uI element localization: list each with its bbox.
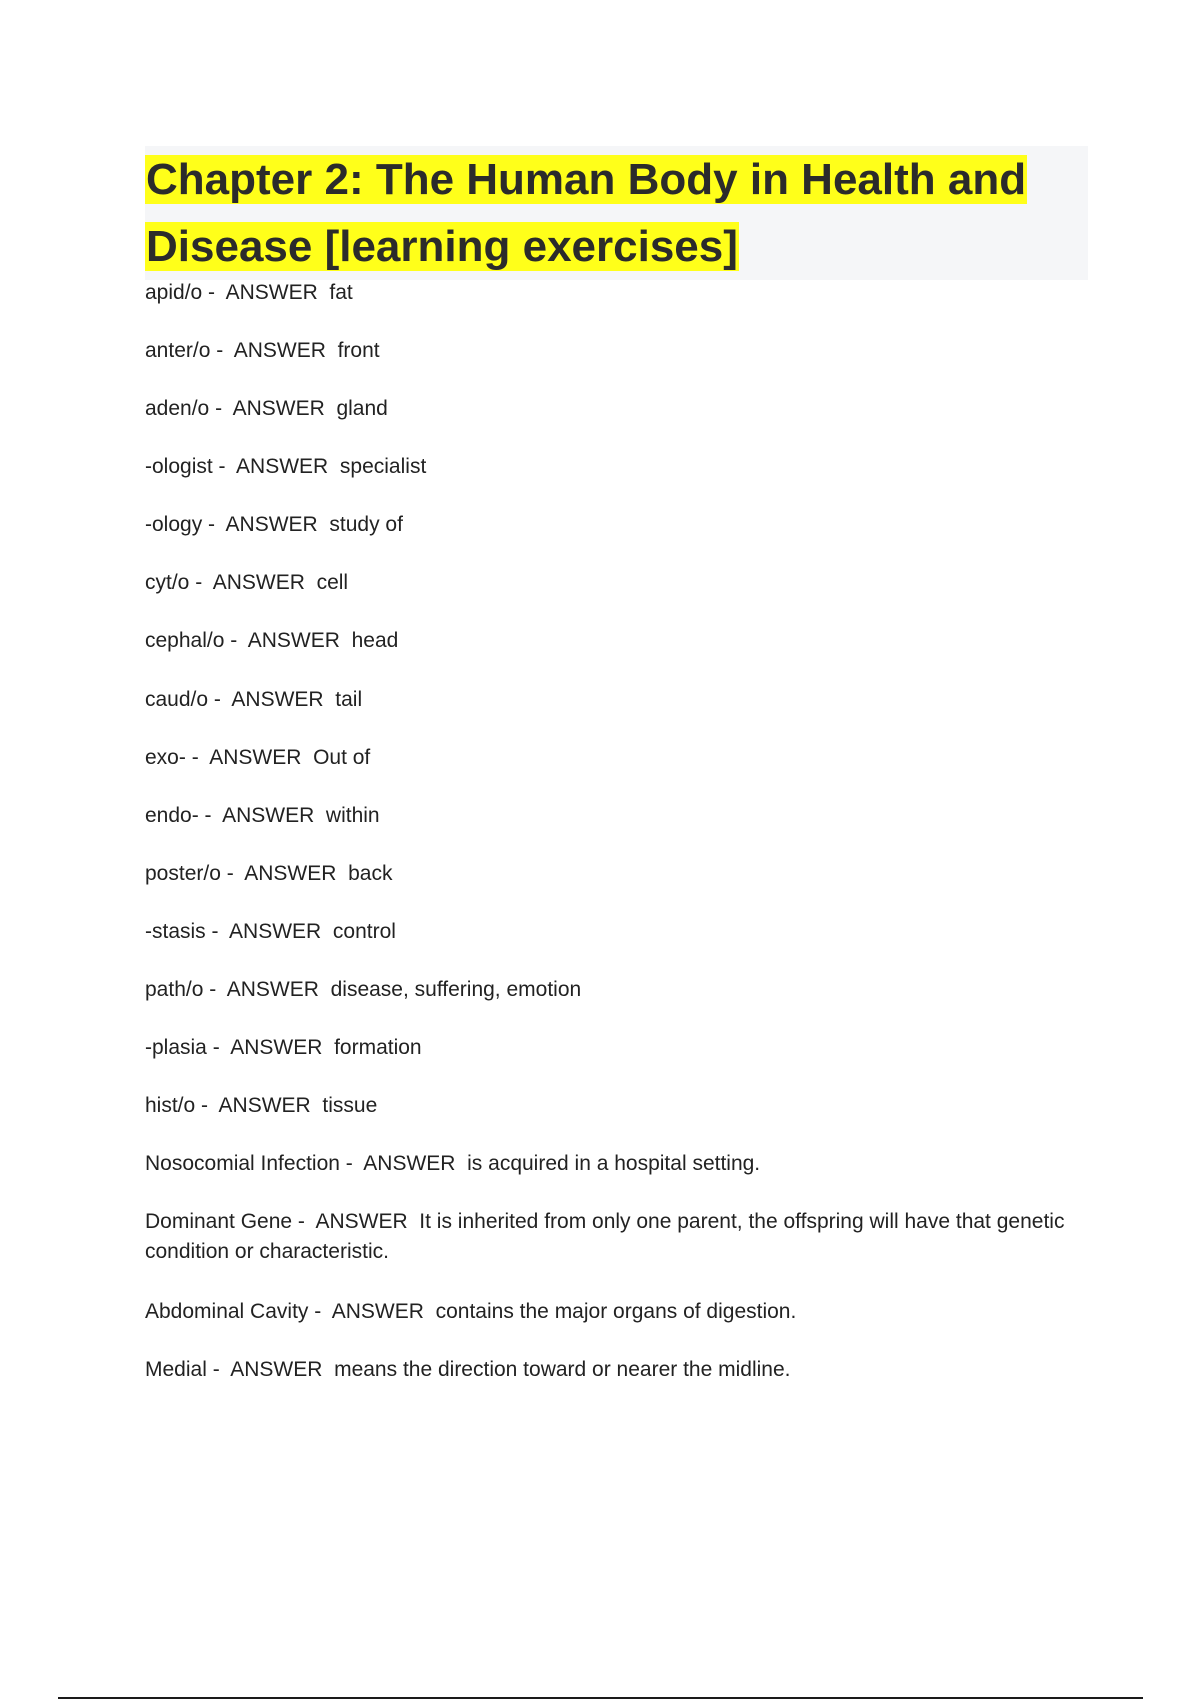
- qa-term: -ologist: [145, 455, 213, 478]
- qa-item: poster/o - ANSWER back: [145, 862, 393, 885]
- qa-answer: fat: [329, 281, 353, 304]
- qa-item: -ologist - ANSWER specialist: [145, 455, 427, 478]
- qa-term: anter/o: [145, 339, 211, 362]
- qa-term: -plasia: [145, 1036, 207, 1059]
- qa-item: hist/o - ANSWER tissue: [145, 1094, 378, 1117]
- qa-answer: tissue: [322, 1094, 378, 1117]
- qa-term: exo-: [145, 746, 186, 769]
- qa-answer: specialist: [339, 455, 427, 478]
- qa-term: cyt/o: [145, 571, 190, 594]
- qa-answer-label: ANSWER: [363, 1152, 456, 1175]
- qa-answer-label: ANSWER: [230, 1036, 323, 1059]
- title-block: [145, 146, 1088, 280]
- qa-term: Nosocomial Infection: [145, 1152, 340, 1175]
- qa-answer-label: ANSWER: [222, 804, 315, 827]
- qa-answer: control: [332, 920, 396, 943]
- qa-item: -ology - ANSWER study of: [145, 513, 403, 536]
- title-line-2: Disease [learning exercises]: [146, 222, 738, 271]
- qa-answer-label: ANSWER: [232, 397, 325, 420]
- qa-term: apid/o: [145, 281, 203, 304]
- qa-answer: head: [351, 629, 399, 652]
- qa-answer-label: ANSWER: [230, 1358, 323, 1381]
- qa-item: exo- - ANSWER Out of: [145, 746, 371, 769]
- qa-term: cephal/o: [145, 629, 225, 652]
- qa-answer-label: ANSWER: [225, 281, 318, 304]
- qa-term: poster/o: [145, 862, 221, 885]
- qa-answer: study of: [329, 513, 403, 536]
- qa-answer-label: ANSWER: [229, 920, 322, 943]
- qa-answer-label: ANSWER: [331, 1300, 424, 1323]
- qa-term: caud/o: [145, 688, 209, 711]
- page-title: [145, 146, 1088, 280]
- qa-answer: is acquired in a hospital setting.: [467, 1152, 761, 1175]
- qa-term: Abdominal Cavity: [145, 1300, 309, 1323]
- qa-answer: disease, suffering, emotion: [330, 978, 582, 1001]
- qa-answer-label: ANSWER: [209, 746, 302, 769]
- qa-item: -stasis - ANSWER control: [145, 920, 396, 943]
- qa-term: hist/o: [145, 1094, 196, 1117]
- qa-answer: front: [337, 339, 380, 362]
- qa-answer: back: [348, 862, 393, 885]
- qa-term: -stasis: [145, 920, 206, 943]
- qa-answer: within: [325, 804, 380, 827]
- qa-answer-label: ANSWER: [247, 629, 340, 652]
- qa-answer-label: ANSWER: [233, 339, 326, 362]
- qa-term: aden/o: [145, 397, 210, 420]
- qa-term: endo-: [145, 804, 199, 827]
- qa-term: Dominant Gene: [145, 1210, 293, 1233]
- qa-item: anter/o - ANSWER front: [145, 339, 380, 362]
- title-line-1: Chapter 2: The Human Body in Health and: [146, 155, 1027, 204]
- qa-answer-label: ANSWER: [231, 688, 324, 711]
- qa-item: cephal/o - ANSWER head: [145, 629, 399, 652]
- qa-item: cyt/o - ANSWER cell: [145, 571, 349, 594]
- qa-item: apid/o - ANSWER fat: [145, 281, 353, 304]
- qa-answer: It is inherited from only one parent, the offspring will have that genetic condition or characteristic.: [145, 1210, 1071, 1263]
- qa-answer-label: ANSWER: [236, 455, 329, 478]
- qa-answer-label: ANSWER: [212, 571, 305, 594]
- qa-item: Abdominal Cavity - ANSWER contains the major organs of digestion.: [145, 1300, 797, 1323]
- qa-answer-label: ANSWER: [226, 978, 319, 1001]
- qa-item: endo- - ANSWER within: [145, 804, 380, 827]
- qa-item: caud/o - ANSWER tail: [145, 688, 363, 711]
- qa-answer-label: ANSWER: [225, 513, 318, 536]
- qa-item: Dominant Gene - ANSWER It is inherited from only one parent, the offspring will have that genetic condition or characteristic.: [145, 1210, 1071, 1263]
- qa-term: Medial: [145, 1358, 207, 1381]
- qa-answer-label: ANSWER: [315, 1210, 408, 1233]
- qa-answer: formation: [334, 1036, 422, 1059]
- qa-answer: cell: [316, 571, 349, 594]
- qa-answer: Out of: [313, 746, 371, 769]
- qa-term: path/o: [145, 978, 204, 1001]
- qa-item: path/o - ANSWER disease, suffering, emotion: [145, 978, 582, 1001]
- qa-answer: gland: [336, 397, 388, 420]
- qa-item: Nosocomial Infection - ANSWER is acquired in a hospital setting.: [145, 1152, 761, 1175]
- qa-answer: contains the major organs of digestion.: [435, 1300, 797, 1323]
- qa-item: Medial - ANSWER means the direction toward or nearer the midline.: [145, 1358, 791, 1381]
- qa-answer: means the direction toward or nearer the midline.: [334, 1358, 791, 1381]
- qa-answer-label: ANSWER: [218, 1094, 311, 1117]
- qa-item: aden/o - ANSWER gland: [145, 397, 388, 420]
- page-bottom-rule: [58, 1697, 1143, 1699]
- qa-term: -ology: [145, 513, 203, 536]
- qa-answer: tail: [335, 688, 363, 711]
- qa-answer-label: ANSWER: [244, 862, 337, 885]
- qa-item: -plasia - ANSWER formation: [145, 1036, 422, 1059]
